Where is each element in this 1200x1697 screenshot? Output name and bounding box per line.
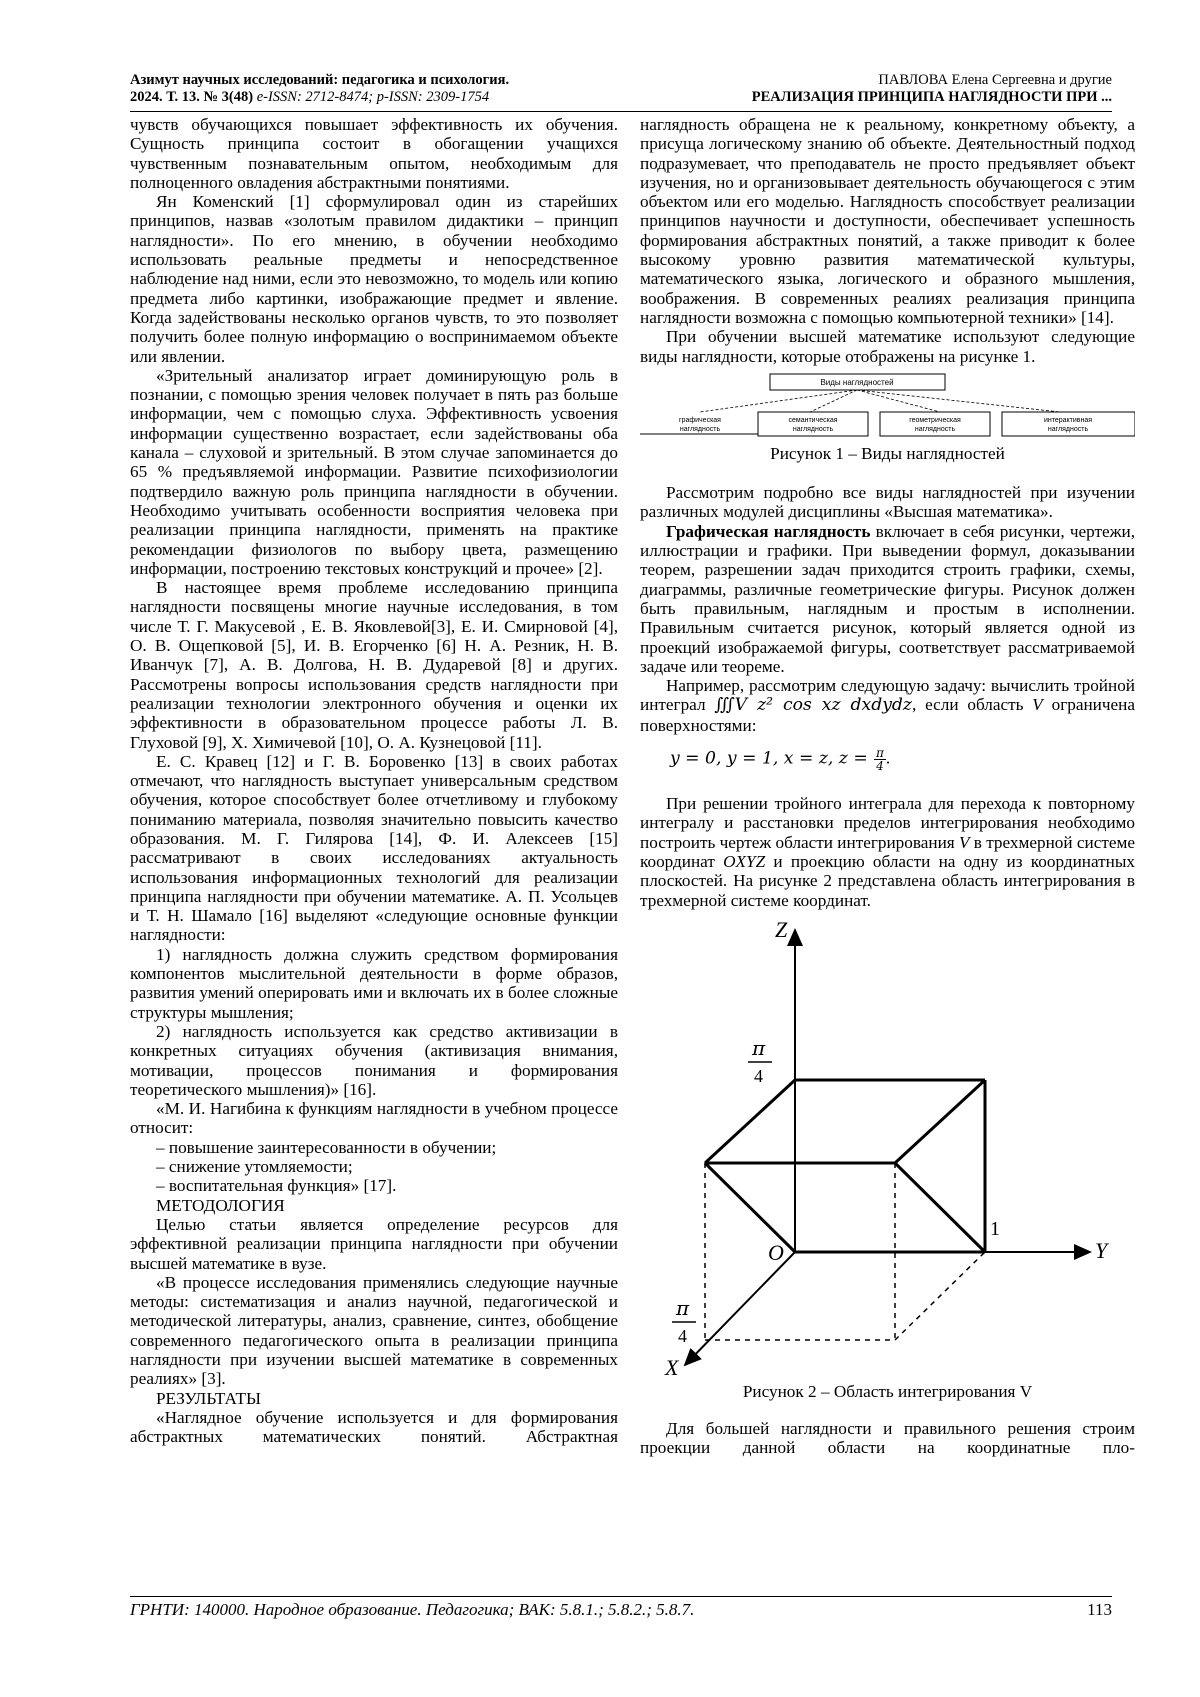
var-v: V xyxy=(958,832,970,852)
paragraph: «Наглядное обучение используется и для формирования абстрактных математических понятий. Абстрактная xyxy=(130,1407,618,1447)
origin-label: O xyxy=(768,1239,784,1265)
paragraph-text: Например, рассмотрим следующую задачу: вычислить тройной интеграл xyxy=(640,676,1135,715)
term-bold: Графическая наглядность xyxy=(666,521,871,541)
article-running-title: РЕАЛИЗАЦИЯ ПРИНЦИПА НАГЛЯДНОСТИ ПРИ ... xyxy=(751,89,1112,105)
pi-label-z: π xyxy=(752,1035,766,1060)
article-authors: ПАВЛОВА Елена Сергеевна и другие xyxy=(878,72,1112,88)
fig1-root-label: Виды наглядностей xyxy=(820,377,894,387)
journal-header xyxy=(130,72,630,106)
paragraph: Для большей наглядности и правильного решения строим проекции данной области на координатные пло- xyxy=(640,1419,1135,1458)
paragraph: «М. И. Нагибина к функциям наглядности в учебном процессе относит: xyxy=(130,1099,618,1138)
paragraph: При обучении высшей математике используют следующие виды наглядности, которые отображены на рисунке 1. xyxy=(640,327,1135,366)
paragraph: чувств обучающихся повышает эффективность их обучения. Сущность принципа состоит в обогащении учащихся чувственным познавательным опытом, необходимым для полноценного овладения абстрактными понятиями. xyxy=(130,115,618,192)
footer-classification: ГРНТИ: 140000. Народное образование. Педагогика; ВАК: 5.8.1.; 5.8.2.; 5.8.7. xyxy=(130,1600,695,1619)
y-label: Y xyxy=(1095,1237,1108,1263)
page-number: 113 xyxy=(1087,1600,1112,1619)
list-item: – повышение заинтересованности в обучении; xyxy=(156,1137,497,1157)
section-heading: РЕЗУЛЬТАТЫ xyxy=(156,1388,261,1408)
list-item: – воспитательная функция» [17]. xyxy=(156,1176,397,1196)
paragraph-text: ограничена поверхностями: xyxy=(640,695,1135,735)
paragraph: Ян Коменский [1] сформулировал один из старейших принципов, назвав «золотым правилом дидактики – принцип наглядности». По его мнению, в обучении необходимо использовать реальные предметы и непосредственное наблюдение над ними, если это невозможно, то модель или копию предмета либо картинки, изображающие предмет и явление. Когда задействованы несколько органов чувств, то это позволяет получить более полную информацию о воспринимаемом объекте или явлении. xyxy=(130,192,618,366)
article-header xyxy=(592,72,1112,106)
right-column xyxy=(640,115,1135,1458)
equation-text: y = 0, y = 1, x = z, z = xyxy=(670,748,868,769)
edge-top-right xyxy=(895,1080,985,1163)
journal-title: Азимут научных исследований: педагогика и психология. xyxy=(130,72,510,88)
section-heading: МЕТОДОЛОГИЯ xyxy=(156,1195,285,1215)
x-label: X xyxy=(665,1354,679,1380)
paragraph-text: При решении тройного интеграла для перехода к повторному интегралу и расстановки пределов интегрирования необходимо построить чертеж области интегрирования xyxy=(640,794,1135,852)
figure-1-diagram xyxy=(640,372,1135,444)
footer-rule xyxy=(130,1596,1112,1597)
paragraph xyxy=(640,676,1135,735)
four-label-z: 4 xyxy=(754,1065,763,1086)
figure-2-caption: Рисунок 2 – Область интегрирования V xyxy=(742,1381,1033,1401)
edge-top-left xyxy=(705,1080,795,1163)
four-label-x: 4 xyxy=(678,1325,687,1346)
dashed-edge xyxy=(895,1252,985,1340)
paragraph-text: в трехмерной системе координат xyxy=(640,832,1135,871)
header-rule xyxy=(130,111,1112,112)
paragraph-text: , если область xyxy=(911,695,1033,715)
left-column xyxy=(130,115,618,1446)
paragraph: Целью статьи является определение ресурсов для эффективной реализации принципа наглядности при обучении высшей математике в вузе. xyxy=(130,1214,618,1273)
paragraph: Е. С. Кравец [12] и Г. В. Боровенко [13] в своих работах отмечают, что наглядность выступает универсальным средством обучения, которое способствует более отчетливому и глубокому пониманию материала, позволяя значительно повысить качество образования. М. Г. Гилярова [14], Ф. И. Алексеев [15] рассматривают в своих исследованиях актуальность использования информационных технологий для реализации принципа наглядности при обучении математике. А. П. Усольцев и Т. Н. Шамало [16] выделяют «следующие основные функции наглядности: xyxy=(130,751,618,945)
page-footer xyxy=(130,1600,1112,1620)
fig1-box-label: интерактивная наглядность xyxy=(1043,416,1093,433)
equation: y = 0, y = 1, x = z, z = $\frac{\pi}{4}$ . xyxy=(670,746,891,774)
journal-volume: 2024. Т. 13. № 3(48) xyxy=(130,89,254,105)
list-item: – снижение утомляемости; xyxy=(156,1157,353,1177)
fig1-box-label: семантическая наглядность xyxy=(788,416,838,433)
coord-system: OXYZ xyxy=(723,851,766,871)
fig1-arrow xyxy=(857,390,1060,412)
journal-issue xyxy=(130,89,630,106)
paragraph: наглядность обращена не к реальному, конкретному объекту, а присуща логическому знанию об объекте. Деятельностный подход подразумевает, что преподаватель не просто предъявляет объект изучения, но и организовывает деятельность обучающегося с этим объектом или его моделью. Наглядность способствует реализации принципов научности и доступности, обеспечивает успешность формирования абстрактных понятий, а также приводит к более высокому уровню развития математической культуры, математического языка, логического и образного мышления, воображения. В современных реалиях реализация принципа наглядности возможна с помощью компьютерной техники» [14]. xyxy=(640,115,1135,327)
fig1-box-label: графическая наглядность xyxy=(679,416,721,433)
paragraph: В настоящее время проблеме исследованию принципа наглядности посвящены многие научные исследования, в том числе Т. Г. Макусевой , Е. В. Яковлевой[3], Е. И. Смирновой [4], О. В. Ощепковой [5], И. В. Егорченко [6] Н. А. Резник, Н. В. Иванчук [7], А. В. Долгова, Н. В. Дударевой [8] и других. Рассмотрены вопросы использования средств наглядности при реализации технологии электронного обучения и оценки их эффективности в образовательном процессе работы Л. В. Глуховой [9], Х. Химичевой [10], О. А. Кузнецовой [11]. xyxy=(130,578,618,752)
fig1-box-label: геометрическая наглядность xyxy=(909,416,961,433)
fig1-arrow xyxy=(857,390,940,412)
paragraph: 1) наглядность должна служить средством формирования компонентов мыслительной деятельности в форме образов, развития умений оперировать ими и включать их в более сложные структуры мышления; xyxy=(130,944,618,1022)
paragraph xyxy=(640,522,1135,676)
paragraph-text: включает в себя рисунки, чертежи, иллюстрации и графики. При выведении формул, доказывании теорем, разрешении задач приходится строить графики, схемы, диаграммы, различные геометрические фигуры. Рисунок должен быть правильным, наглядным и простым в исполнении. Правильным считается рисунок, который является одной из проекций изображаемой фигуры, соответствует рассматриваемой задаче или теореме. xyxy=(640,521,1135,676)
journal-issn: e-ISSN: 2712-8474; p-ISSN: 2309-1754 xyxy=(256,89,490,105)
figure-1-caption: Рисунок 1 – Виды наглядностей xyxy=(770,443,1005,463)
x-axis xyxy=(685,1252,795,1365)
paragraph: «В процессе исследования применялись следующие научные методы: систематизация и анализ научной, педагогической и методической литературы, анализ, сравнение, синтез, обобщение современного педагогического опыта в реализации принципа наглядности при изучении высшей математике в современных реалиях» [3]. xyxy=(130,1272,618,1389)
figure-1 xyxy=(640,372,1135,463)
figure-2-diagram xyxy=(640,910,1135,1380)
paragraph: Рассмотрим подробно все виды наглядностей при изучении различных модулей дисциплины «Высшая математика». xyxy=(640,483,1135,522)
fig1-arrow xyxy=(810,390,857,412)
one-label: 1 xyxy=(990,1217,1000,1240)
paragraph: «Зрительный анализатор играет доминирующую роль в познании, с помощью зрения человек получает в пять раз больше информации, чем с помощью слуха. Эффективность усвоения информации существенно возрастает, если задействованы оба канала – слуховой и зрительный. В этом случае запоминается до 65 % предъявляемой информации. Развитие психофизиологии подтвердило важную роль принципа наглядности в обучении. Необходимо учитывать особенности восприятия человека при реализации принципа наглядности, применять на практике рекомендации физиологов по выбору цвета, размещению информации, построению текстовых конструкций и прочее» [2]. xyxy=(130,365,618,578)
edge-slant-left xyxy=(705,1163,795,1252)
edge-slant xyxy=(895,1163,985,1252)
figure-2 xyxy=(640,910,1135,1401)
paragraph: 2) наглядность используется как средство активизации в конкретных ситуациях обучения (активизация внимания, мотивации, процессов понимания и формирования теоретического мышления)» [16]. xyxy=(130,1021,618,1099)
pi-label-x: π xyxy=(676,1295,690,1320)
paragraph-text: и проекцию области на одну из координатных плоскостей. На рисунке 2 представлена область интегрирования в трехмерной системе координат. xyxy=(640,851,1135,910)
z-label: Z xyxy=(775,916,788,942)
var-v: V xyxy=(1032,695,1043,715)
triple-integral: ∭V z² cos xz dxdydz xyxy=(714,695,912,716)
paragraph xyxy=(640,794,1135,910)
pi-over-4: $\frac{\pi}{4}$ xyxy=(876,746,884,774)
